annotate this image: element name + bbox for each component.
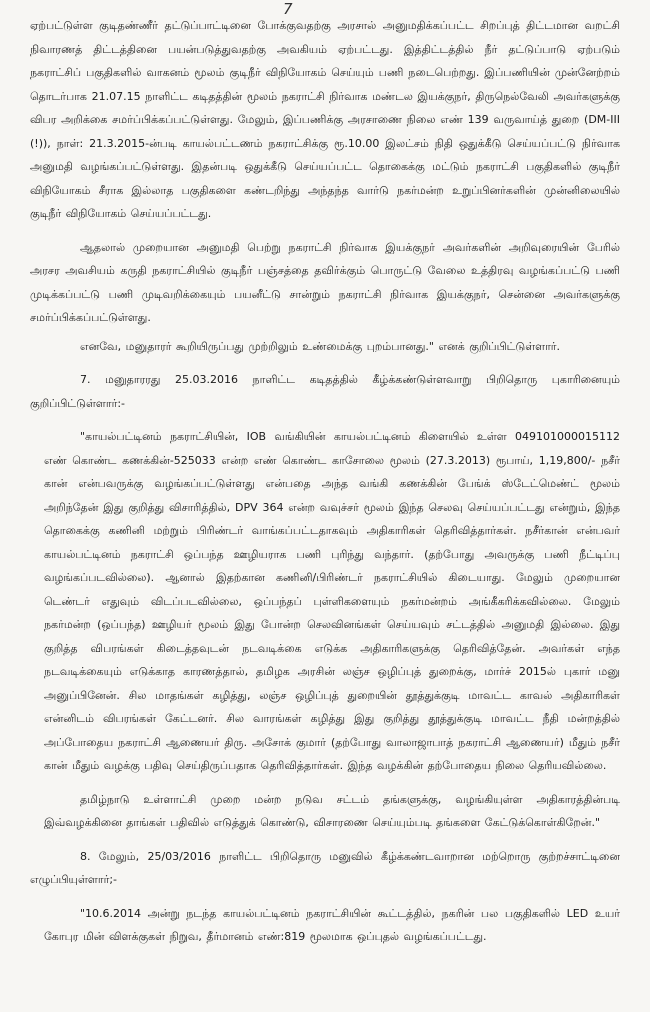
paragraph-item-7: 7. மனுதாரரது 25.03.2016 நாளிட்ட கடிதத்தில் கீழ்க்கண்டுள்ளவாறு பிறிதொரு புகாரினையும் குறிப்பிட்டுள்ளார்:-	[30, 373, 620, 410]
quoted-complaint-bank: "காயல்பட்டினம் நகராட்சியின், IOB வங்கியின் காயல்பட்டினம் கிளையில் உள்ள 049101000015112 எண் கொண்ட கணக்கின்-525033 என்ற எண் கொண்ட காசோலை மூலம் (27.3.2013) ரூபாய், 1,19,800/- நசீர் கான் என்பவருக்கு வழங்கப்பட்டுள்ளது என்பதை அந்த வங்கி கணக்கின் பேங்க் ஸ்டேட்மெண்ட் மூலம் அறிந்தேன் இது குறித்து விசாரித்தில், DPV 364 என்ற வவுச்சர் மூலம் இந்த செலவு செய்யப்பட்டது என்றும், இந்த தொகைக்கு கணினி மற்றும் பிரிண்டர் வாங்கப்பட்டதாகவும் அதிகாரிகள் தெரிவித்தார்கள். நசீர்கான் என்பவர் காயல்பட்டினம் நகராட்சி ஒப்பந்த ஊழியராக பணி புரிந்து வந்தார். (தற்போது அவருக்கு பணி நீட்டிப்பு வழங்கப்படவில்லை). ஆனால் இதற்கான கணினி/பிரிண்டர் நகராட்சியில் கிடையாது. மேலும் முறையான டெண்டர் எதுவும் விடப்படவில்லை, ஒப்பந்தப் புள்ளிகளையும் நகர்மன்றம் அங்கீகரிக்கவில்லை. மேலும் நகர்மன்ற (ஒப்பந்த) ஊழியர் மூலம் இது போன்ற செலவினங்கள் செய்யவும் சட்டத்தில் அனுமதி இல்லை. இது குறித்த விபரங்கள் கிடைத்தவுடன் நடவடிக்கை எடுக்க அதிகாரிகளுக்கு தெரிவித்தேன். அவர்கள் எந்த நடவடிக்கையும் எடுக்காத காரணத்தால், தமிழக அரசின் லஞ்ச ஒழிப்புத் துறைக்கு, மார்ச் 2015ல் புகார் மனு அனுப்பினேன். சில மாதங்கள் கழித்து, லஞ்ச ஒழிப்புத் துறையின் தூத்துக்குடி மாவட்ட காவல் அதிகாரிகள் என்னிடம் விபரங்கள் கேட்டனர். சில வாரங்கள் கழித்து இது குறித்து தூத்துக்குடி மாவட்ட நீதி மன்றத்தில் அப்போதைய நகராட்சி ஆணையர் திரு. அசோக் குமார் (தற்போது வாலாஜாபாத் நகராட்சி ஆணையர்) மீதும் நசீர் கான் மீதும் வழக்கு பதிவு செய்திருப்பதாக தெரிவித்தார்கள். இந்த வழக்கின் தற்போதைய நிலை தெரியவில்லை.	[44, 430, 620, 772]
paragraph-conclusion: எனவே, மனுதாரர் கூறியிருப்பது முற்றிலும் உண்மைக்கு புறம்பானது." எனக் குறிப்பிட்டுள்ளார்.	[80, 339, 561, 353]
quoted-request: தமிழ்நாடு உள்ளாட்சி முறை மன்ற நடுவ சட்டம் தங்களுக்கு, வழங்கியுள்ள அதிகாரத்தின்படி இவ்வழக்கினை தாங்கள் பதிவில் எடுத்துக் கொண்டு, விசாரணை செய்யும்படி தங்களை கேட்டுக்கொள்கிறேன்."	[44, 792, 620, 829]
quoted-complaint-led: "10.6.2014 அன்று நடந்த காயல்பட்டினம் நகராட்சியின் கூட்டத்தில், நகரின் பல பகுதிகளில் LED உயர் கோபுர மின் விளக்குகள் நிறுவ, தீர்மானம் எண்:819 மூலமாக ஒப்புதல் வழங்கப்பட்டது.	[44, 906, 620, 943]
paragraph-approval: ஆதலால் முறையான அனுமதி பெற்று நகராட்சி நிர்வாக இயக்குநர் அவர்களின் அறிவுரையின் பேரில் அரசர அவசியம் கருதி நகராட்சியில் குடிநீர் பஞ்சத்தை தவிர்க்கும் பொருட்டு வேலை உத்திரவு வழங்கப்பட்டு பணி முடிக்கப்பட்டு பணி முடிவறிக்கையும் பயனீட்டு சான்றும் நகராட்சி நிர்வாக இயக்குநர், சென்னை அவர்களுக்கு சமர்ப்பிக்கப்பட்டுள்ளது.	[30, 240, 620, 324]
page-number: 7	[283, 0, 293, 18]
paragraph-drought-relief: ஏற்பட்டுள்ள குடிதண்ணீர் தட்டுப்பாட்டினை போக்குவதற்கு அரசால் அனுமதிக்கப்பட்ட சிறப்புத் திட்டமான வறட்சி நிவாரணத் திட்டத்தினை பயன்படுத்துவதற்கு அவகியம் ஏற்பட்டது. இத்திட்டத்தில் நீர் தட்டுப்பாடு ஏற்படும் நகராட்சிப் பகுதிகளில் வாகனம் மூலம் குடிநீர் விநியோகம் செய்யும் பணி நடைபெற்றது. இப்பணியின் முன்னேற்றம் தொடர்பாக 21.07.15 நாளிட்ட கடிதத்தின் மூலம் நகராட்சி நிர்வாக மண்டல இயக்குநர், திருநெல்வேலி அவர்களுக்கு விபர அறிக்கை சமர்ப்பிக்கப்பட்டுள்ளது. மேலும், இப்பணிக்கு அரசாணை நிலை எண் 139 வருவாய்த் துறை (DM-III (!)), நாள்: 21.3.2015-ன்படி காயல்பட்டணம் நகராட்சிக்கு ரூ.10.00 இலட்சம் நிதி ஒதுக்கீடு செய்யப்பட்டு நிர்வாக அனுமதி வழங்கப்பட்டுள்ளது. இதன்படி ஒதுக்கீடு செய்யப்பட்ட தொகைக்கு மட்டும் நகராட்சி பகுதிகளில் குடிநீர் விநியோகம் சீராக இல்லாத பகுதிகளை கண்டறிந்து அந்தந்த வார்டு நகர்மன்ற உறுப்பினர்களின் முன்னிலையில் குடிநீர் விநியோகம் செய்யப்பட்டது.	[30, 19, 620, 220]
paragraph-item-8: 8. மேலும், 25/03/2016 நாளிட்ட பிறிதொரு மனுவில் கீழ்க்கண்டவாறான மற்றொரு குற்றச்சாட்டினை எழுப்பியுள்ளார்;-	[30, 849, 620, 886]
